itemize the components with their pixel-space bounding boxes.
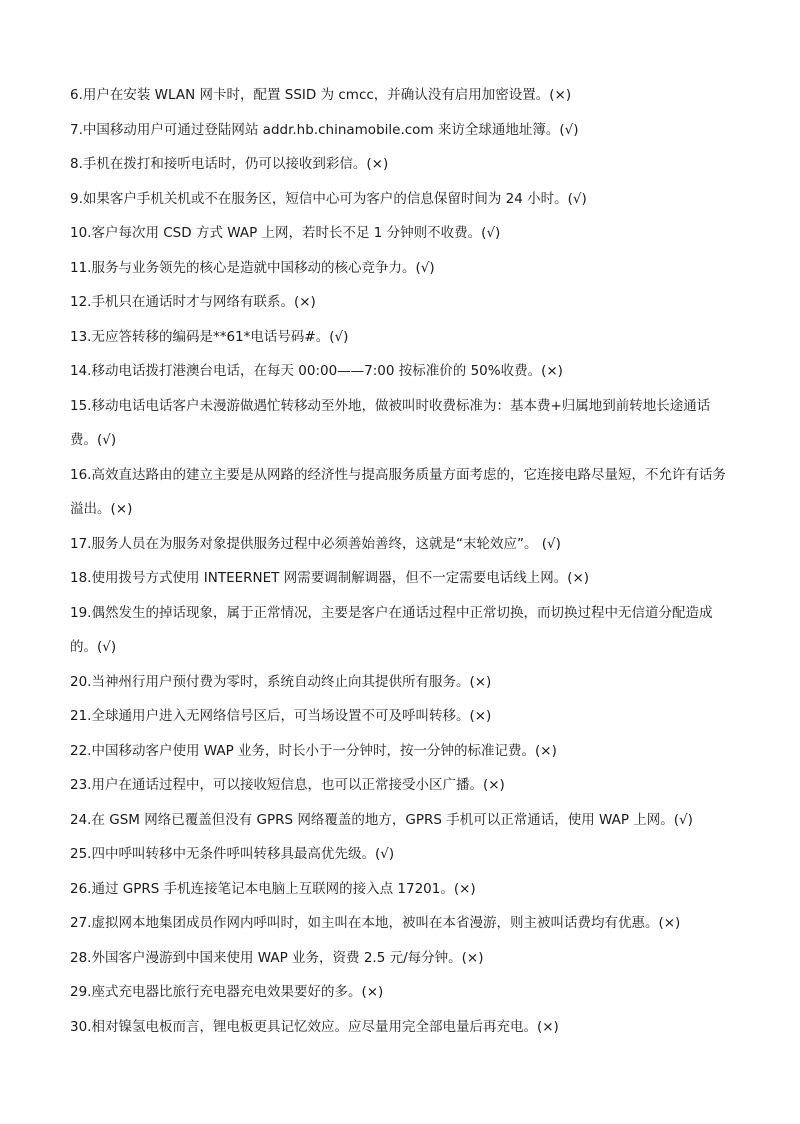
question-9: 9.如果客户手机关机或不在服务区，短信中心可为客户的信息保留时间为 24 小时。(√) bbox=[70, 190, 587, 207]
question-23: 23.用户在通话过程中，可以接收短信息，也可以正常接受小区广播。(×) bbox=[70, 777, 505, 793]
question-6: 6.用户在安装 WLAN 网卡时，配置 SSID 为 cmcc，并确认没有启用加密设置。(×) bbox=[70, 87, 572, 103]
question-28: 28.外国客户漫游到中国来使用 WAP 业务，资费 2.5 元/每分钟。(×) bbox=[70, 949, 484, 966]
question-17: 17.服务人员在为服务对象提供服务过程中必须善始善终，这就是“末轮效应”。 (√) bbox=[70, 535, 561, 552]
question-12: 12.手机只在通话时才与网络有联系。(×) bbox=[70, 294, 316, 310]
question-26: 26.通过 GPRS 手机连接笔记本电脑上互联网的接入点 17201。(×) bbox=[70, 880, 476, 897]
question-10: 10.客户每次用 CSD 方式 WAP 上网，若时长不足 1 分钟则不收费。(√) bbox=[70, 225, 501, 241]
question-24: 24.在 GSM 网络已覆盖但没有 GPRS 网络覆盖的地方，GPRS 手机可以正常通话，使用 WAP 上网。(√) bbox=[70, 811, 693, 828]
question-14: 14.移动电话拨打港澳台电话，在每天 00:00——7:00 按标准价的 50%收费。(×) bbox=[70, 363, 563, 379]
question-11: 11.服务与业务领先的核心是造就中国移动的核心竞争力。(√) bbox=[70, 259, 435, 276]
question-13: 13.无应答转移的编码是**61*电话号码#。(√) bbox=[70, 328, 349, 345]
question-20: 20.当神州行用户预付费为零时，系统自动终止向其提供所有服务。(×) bbox=[70, 673, 492, 690]
question-22: 22.中国移动客户使用 WAP 业务，时长小于一分钟时，按一分钟的标准记费。(×) bbox=[70, 742, 557, 759]
question-7: 7.中国移动用户可通过登陆网站 addr.hb.chinamobile.com 来访全球通地址簿。(√) bbox=[70, 121, 579, 138]
question-21: 21.全球通用户进入无网络信号区后，可当场设置不可及呼叫转移。(×) bbox=[70, 708, 492, 724]
question-27: 27.虚拟网本地集团成员作网内呼叫时，如主叫在本地，被叫在本省漫游，则主被叫话费均有优惠。(×) bbox=[70, 915, 681, 931]
question-16: 16.高效直达路由的建立主要是从网路的经济性与提高服务质量方面考虑的，它连接电路尽量短，不允许有话务溢出。(×) bbox=[70, 466, 726, 517]
question-29: 29.座式充电器比旅行充电器充电效果要好的多。(×) bbox=[70, 984, 384, 1000]
question-18: 18.使用拨号方式使用 INTEERNET 网需要调制解调器，但不一定需要电话线上网。(×) bbox=[70, 570, 590, 586]
question-25: 25.四中呼叫转移中无条件呼叫转移具最高优先级。(√) bbox=[70, 846, 395, 862]
question-30: 30.相对镍氢电板而言，锂电板更具记忆效应。应尽量用完全部电量后再充电。(×) bbox=[70, 1018, 559, 1035]
question-8: 8.手机在拨打和接听电话时，仍可以接收到彩信。(×) bbox=[70, 156, 389, 172]
question-15: 15.移动电话电话客户未漫游做遇忙转移动至外地，做被叫时收费标准为：基本费+归属地到前转地长途通话费。(√) bbox=[70, 397, 711, 448]
question-19: 19.偶然发生的掉话现象，属于正常情况，主要是客户在通话过程中正常切换，而切换过程中无信道分配造成的。(√) bbox=[70, 604, 713, 655]
